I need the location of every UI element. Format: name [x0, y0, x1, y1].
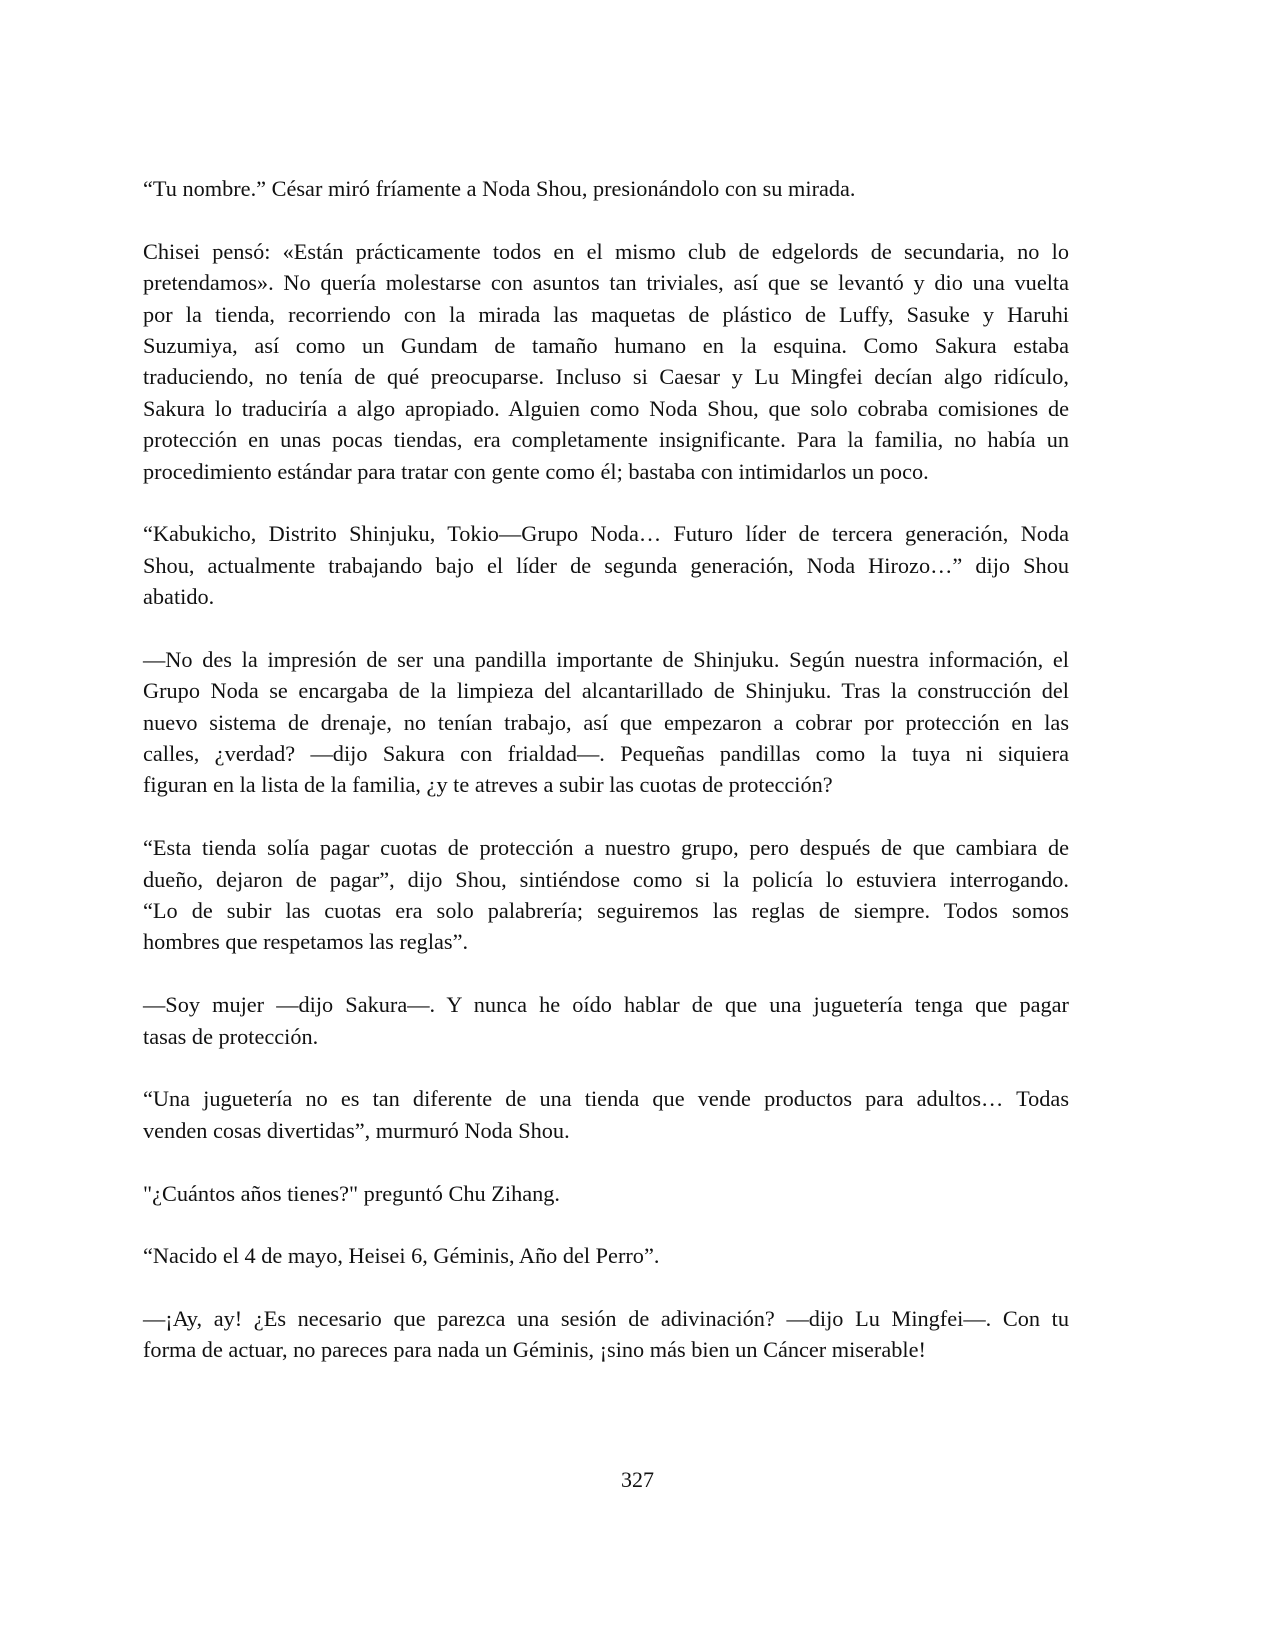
- paragraph: [143, 1178, 1069, 1209]
- text-line: forma de actuar, no pareces para nada un Géminis, ¡sino más bien un Cáncer miserable!: [143, 1337, 926, 1363]
- paragraph: [143, 644, 1069, 801]
- text-line: —¡Ay, ay! ¿Es necesario que parezca una sesión de adivinación? —dijo Lu Mingfei—. Con tu: [143, 1306, 1069, 1332]
- text-line: Sakura lo traduciría a algo apropiado. Alguien como Noda Shou, que solo cobraba comisiones de: [143, 395, 1069, 421]
- text-line: procedimiento estándar para tratar con gente como él; bastaba con intimidarlos un poco.: [143, 458, 929, 484]
- text-line: por la tienda, recorriendo con la mirada las maquetas de plástico de Luffy, Sasuke y Haruhi: [143, 301, 1069, 327]
- text-line: "¿Cuántos años tienes?" preguntó Chu Zihang.: [143, 1180, 560, 1206]
- text-line: “Una juguetería no es tan diferente de una tienda que vende productos para adultos… Todas: [143, 1086, 1069, 1112]
- paragraph: [143, 1303, 1069, 1366]
- text-line: dueño, dejaron de pagar”, dijo Shou, sintiéndose como si la policía lo estuviera interrogando.: [143, 866, 1069, 892]
- text-line: traduciendo, no tenía de qué preocuparse. Incluso si Caesar y Lu Mingfei decían algo ridículo,: [143, 364, 1069, 390]
- paragraph: [143, 832, 1069, 958]
- text-line: hombres que respetamos las reglas”.: [143, 929, 469, 955]
- text-line: nuevo sistema de drenaje, no tenían trabajo, así que empezaron a cobrar por protección en las: [143, 709, 1069, 735]
- paragraph: [143, 236, 1069, 487]
- text-line: Shou, actualmente trabajando bajo el líder de segunda generación, Noda Hirozo…” dijo Shou: [143, 552, 1069, 578]
- text-line: pretendamos». No quería molestarse con asuntos tan triviales, así que se levantó y dio una vuelta: [143, 270, 1069, 296]
- paragraph: [143, 989, 1069, 1052]
- text-line: tasas de protección.: [143, 1023, 319, 1049]
- text-line: venden cosas divertidas”, murmuró Noda Shou.: [143, 1117, 570, 1143]
- paragraph: [143, 518, 1069, 612]
- text-line: protección en unas pocas tiendas, era completamente insignificante. Para la familia, no había un: [143, 427, 1069, 453]
- text-line: calles, ¿verdad? —dijo Sakura con frialdad—. Pequeñas pandillas como la tuya ni siquiera: [143, 741, 1069, 767]
- text-line: “Kabukicho, Distrito Shinjuku, Tokio—Grupo Noda… Futuro líder de tercera generación, Noda: [143, 521, 1069, 547]
- text-line: “Nacido el 4 de mayo, Heisei 6, Géminis, Año del Perro”.: [143, 1243, 660, 1269]
- text-line: Chisei pensó: «Están prácticamente todos en el mismo club de edgelords de secundaria, no lo: [143, 238, 1069, 264]
- text-line: Grupo Noda se encargaba de la limpieza del alcantarillado de Shinjuku. Tras la construcción del: [143, 678, 1069, 704]
- text-line: “Lo de subir las cuotas era solo palabrería; seguiremos las reglas de siempre. Todos somos: [143, 897, 1069, 923]
- page-body: [143, 173, 1069, 1397]
- text-line: Suzumiya, así como un Gundam de tamaño humano en la esquina. Como Sakura estaba: [143, 332, 1069, 358]
- text-line: abatido.: [143, 584, 215, 610]
- text-line: —No des la impresión de ser una pandilla importante de Shinjuku. Según nuestra información, el: [143, 646, 1069, 672]
- paragraph: [143, 1083, 1069, 1146]
- text-line: “Esta tienda solía pagar cuotas de protección a nuestro grupo, pero después de que cambiara de: [143, 835, 1069, 861]
- paragraph: [143, 1240, 1069, 1271]
- text-line: figuran en la lista de la familia, ¿y te atreves a subir las cuotas de protección?: [143, 772, 833, 798]
- page-number: 327: [621, 1467, 654, 1492]
- text-line: —Soy mujer —dijo Sakura—. Y nunca he oído hablar de que una juguetería tenga que pagar: [143, 992, 1069, 1018]
- text-line: “Tu nombre.” César miró fríamente a Noda Shou, presionándolo con su mirada.: [143, 176, 856, 201]
- paragraph: [143, 173, 1069, 204]
